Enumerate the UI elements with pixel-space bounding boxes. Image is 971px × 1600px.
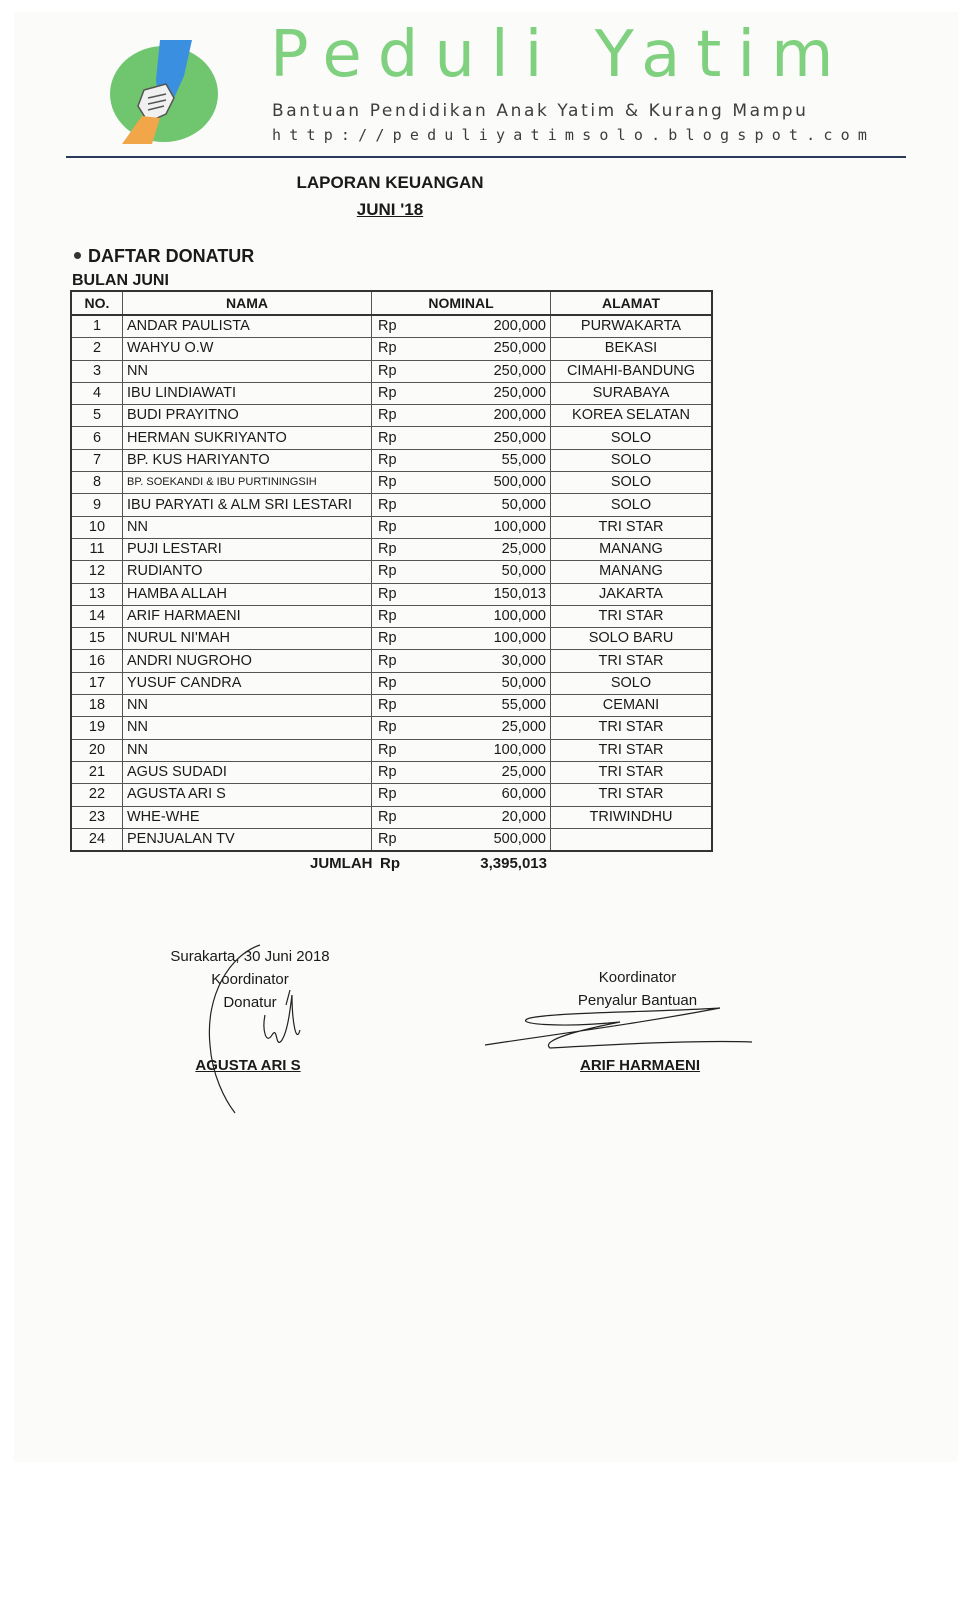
cell-nama: NN — [123, 717, 372, 739]
cell-nominal: 30,000 — [412, 650, 551, 672]
table-row — [71, 739, 712, 761]
cell-no: 20 — [71, 739, 123, 761]
report-period-text: JUNI '18 — [356, 200, 424, 219]
cell-nama: HAMBA ALLAH — [123, 583, 372, 605]
cell-nama: AGUS SUDADI — [123, 761, 372, 783]
cell-currency: Rp — [372, 739, 413, 761]
cell-nama: ARIF HARMAENI — [123, 605, 372, 627]
cell-nama: HERMAN SUKRIYANTO — [123, 427, 372, 449]
cell-alamat: MANANG — [551, 561, 713, 583]
cell-alamat: TRI STAR — [551, 516, 713, 538]
table-row — [71, 695, 712, 717]
table-row — [71, 828, 712, 851]
cell-no: 5 — [71, 405, 123, 427]
cell-currency: Rp — [372, 672, 413, 694]
cell-no: 19 — [71, 717, 123, 739]
cell-nominal: 50,000 — [412, 494, 551, 516]
cell-alamat: SOLO — [551, 672, 713, 694]
report-period — [290, 200, 490, 220]
cell-no: 16 — [71, 650, 123, 672]
cell-no: 13 — [71, 583, 123, 605]
cell-currency: Rp — [372, 695, 413, 717]
table-row — [71, 315, 712, 338]
table-row — [71, 427, 712, 449]
cell-currency: Rp — [372, 449, 413, 471]
brand-title: Peduli Yatim — [270, 18, 850, 92]
peduli-yatim-logo — [108, 36, 228, 146]
cell-no: 22 — [71, 784, 123, 806]
cell-currency: Rp — [372, 427, 413, 449]
column-header-nominal: NOMINAL — [372, 291, 551, 315]
table-row — [71, 449, 712, 471]
cell-alamat: SOLO — [551, 427, 713, 449]
cell-no: 23 — [71, 806, 123, 828]
cell-nominal: 60,000 — [412, 784, 551, 806]
cell-alamat: CIMAHI-BANDUNG — [551, 360, 713, 382]
cell-nama: YUSUF CANDRA — [123, 672, 372, 694]
cell-currency: Rp — [372, 315, 413, 338]
cell-nominal: 250,000 — [412, 382, 551, 404]
cell-currency: Rp — [372, 828, 413, 851]
brand-url: http://peduliyatimsolo.blogspot.com — [272, 126, 876, 144]
cell-currency: Rp — [372, 717, 413, 739]
cell-nama: BUDI PRAYITNO — [123, 405, 372, 427]
cell-alamat: TRIWINDHU — [551, 806, 713, 828]
cell-nama: IBU LINDIAWATI — [123, 382, 372, 404]
cell-currency: Rp — [372, 494, 413, 516]
right-signatory-name: ARIF HARMAENI — [580, 1057, 700, 1074]
cell-nama: BP. SOEKANDI & IBU PURTININGSIH — [123, 472, 372, 494]
cell-alamat: JAKARTA — [551, 583, 713, 605]
right-signature-block — [545, 966, 730, 1012]
table-row — [71, 472, 712, 494]
cell-no: 11 — [71, 538, 123, 560]
cell-nominal: 150,013 — [412, 583, 551, 605]
cell-nama: ANDRI NUGROHO — [123, 650, 372, 672]
section-subheading: BULAN JUNI — [72, 272, 169, 289]
cell-nama: PENJUALAN TV — [123, 828, 372, 851]
cell-alamat: PURWAKARTA — [551, 315, 713, 338]
cell-no: 8 — [71, 472, 123, 494]
cell-nama: WAHYU O.W — [123, 338, 372, 360]
bullet-icon — [74, 252, 81, 259]
cell-no: 9 — [71, 494, 123, 516]
cell-no: 12 — [71, 561, 123, 583]
section-heading-text: DAFTAR DONATUR — [88, 246, 255, 266]
table-row — [71, 717, 712, 739]
column-header-no: NO. — [71, 291, 123, 315]
table-row — [71, 628, 712, 650]
right-role-1: Koordinator — [598, 969, 677, 986]
brand-tagline: Bantuan Pendidikan Anak Yatim & Kurang Mampu — [272, 101, 809, 121]
table-header-row — [71, 291, 712, 315]
cell-nominal: 25,000 — [412, 717, 551, 739]
cell-currency: Rp — [372, 561, 413, 583]
cell-nominal: 50,000 — [412, 672, 551, 694]
total-label: JUMLAH — [310, 855, 373, 872]
cell-alamat: SOLO BARU — [551, 628, 713, 650]
cell-alamat — [551, 828, 713, 851]
cell-no: 24 — [71, 828, 123, 851]
cell-alamat: TRI STAR — [551, 761, 713, 783]
cell-currency: Rp — [372, 650, 413, 672]
total-currency: Rp — [380, 855, 400, 872]
cell-nominal: 55,000 — [412, 449, 551, 471]
cell-nominal: 25,000 — [412, 761, 551, 783]
cell-nominal: 55,000 — [412, 695, 551, 717]
cell-nama: RUDIANTO — [123, 561, 372, 583]
cell-currency: Rp — [372, 761, 413, 783]
place-date: Surakarta, 30 Juni 2018 — [170, 948, 330, 965]
donor-table — [70, 290, 713, 852]
table-row — [71, 806, 712, 828]
cell-currency: Rp — [372, 516, 413, 538]
cell-nominal: 25,000 — [412, 538, 551, 560]
cell-no: 18 — [71, 695, 123, 717]
cell-nominal: 250,000 — [412, 338, 551, 360]
cell-alamat: SOLO — [551, 449, 713, 471]
table-row — [71, 538, 712, 560]
cell-nama: NN — [123, 516, 372, 538]
cell-nominal: 200,000 — [412, 315, 551, 338]
cell-nominal: 50,000 — [412, 561, 551, 583]
table-row — [71, 650, 712, 672]
header-divider — [66, 156, 906, 158]
cell-nama: NURUL NI'MAH — [123, 628, 372, 650]
cell-nominal: 100,000 — [412, 739, 551, 761]
table-row — [71, 784, 712, 806]
cell-alamat: TRI STAR — [551, 605, 713, 627]
cell-nominal: 250,000 — [412, 360, 551, 382]
cell-nominal: 200,000 — [412, 405, 551, 427]
table-row — [71, 583, 712, 605]
cell-nama: ANDAR PAULISTA — [123, 315, 372, 338]
cell-no: 7 — [71, 449, 123, 471]
cell-nama: IBU PARYATI & ALM SRI LESTARI — [123, 494, 372, 516]
cell-nominal: 100,000 — [412, 605, 551, 627]
cell-alamat: SOLO — [551, 472, 713, 494]
cell-alamat: SURABAYA — [551, 382, 713, 404]
cell-currency: Rp — [372, 338, 413, 360]
cell-alamat: SOLO — [551, 494, 713, 516]
right-role-2: Penyalur Bantuan — [577, 992, 698, 1009]
cell-no: 6 — [71, 427, 123, 449]
cell-currency: Rp — [372, 360, 413, 382]
table-row — [71, 561, 712, 583]
column-header-nama: NAMA — [123, 291, 372, 315]
cell-currency: Rp — [372, 538, 413, 560]
cell-nominal: 500,000 — [412, 828, 551, 851]
cell-currency: Rp — [372, 628, 413, 650]
table-row — [71, 405, 712, 427]
table-row — [71, 761, 712, 783]
cell-no: 14 — [71, 605, 123, 627]
cell-nama: NN — [123, 360, 372, 382]
cell-alamat: MANANG — [551, 538, 713, 560]
cell-alamat: TRI STAR — [551, 784, 713, 806]
cell-currency: Rp — [372, 806, 413, 828]
table-row — [71, 672, 712, 694]
cell-no: 15 — [71, 628, 123, 650]
cell-currency: Rp — [372, 382, 413, 404]
cell-nominal: 20,000 — [412, 806, 551, 828]
table-row — [71, 338, 712, 360]
table-row — [71, 494, 712, 516]
total-value: 3,395,013 — [480, 855, 547, 872]
cell-no: 21 — [71, 761, 123, 783]
section-heading — [74, 246, 254, 267]
cell-alamat: TRI STAR — [551, 650, 713, 672]
cell-nama: AGUSTA ARI S — [123, 784, 372, 806]
left-signatory-name: AGUSTA ARI S — [195, 1057, 301, 1074]
cell-nominal: 100,000 — [412, 628, 551, 650]
cell-currency: Rp — [372, 605, 413, 627]
cell-no: 10 — [71, 516, 123, 538]
cell-alamat: KOREA SELATAN — [551, 405, 713, 427]
cell-currency: Rp — [372, 405, 413, 427]
cell-alamat: BEKASI — [551, 338, 713, 360]
table-row — [71, 382, 712, 404]
cell-alamat: TRI STAR — [551, 739, 713, 761]
table-row — [71, 516, 712, 538]
cell-currency: Rp — [372, 472, 413, 494]
left-role-1: Koordinator — [211, 971, 289, 988]
cell-nama: WHE-WHE — [123, 806, 372, 828]
cell-alamat: CEMANI — [551, 695, 713, 717]
cell-alamat: TRI STAR — [551, 717, 713, 739]
cell-currency: Rp — [372, 784, 413, 806]
cell-nama: NN — [123, 695, 372, 717]
cell-no: 3 — [71, 360, 123, 382]
left-role-2: Donatur — [223, 994, 277, 1011]
cell-currency: Rp — [372, 583, 413, 605]
cell-nominal: 100,000 — [412, 516, 551, 538]
report-title: LAPORAN KEUANGAN — [296, 173, 484, 192]
table-row — [71, 605, 712, 627]
column-header-alamat: ALAMAT — [551, 291, 713, 315]
cell-nominal: 250,000 — [412, 427, 551, 449]
cell-nama: BP. KUS HARIYANTO — [123, 449, 372, 471]
cell-nama: PUJI LESTARI — [123, 538, 372, 560]
cell-no: 1 — [71, 315, 123, 338]
cell-no: 4 — [71, 382, 123, 404]
cell-nama: NN — [123, 739, 372, 761]
cell-no: 17 — [71, 672, 123, 694]
table-row — [71, 360, 712, 382]
left-signature-block — [150, 945, 350, 1014]
cell-nominal: 500,000 — [412, 472, 551, 494]
cell-no: 2 — [71, 338, 123, 360]
